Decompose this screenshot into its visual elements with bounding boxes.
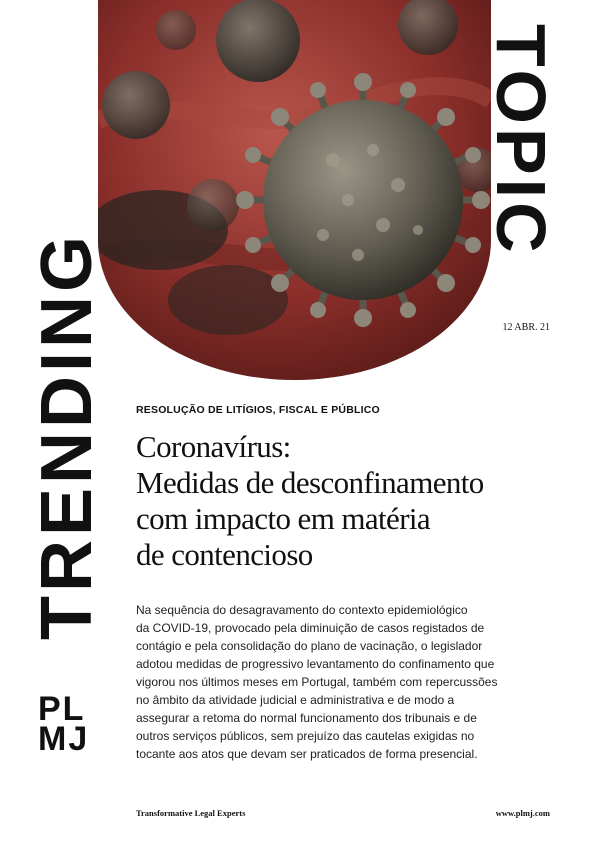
logo-line-2: MJ (38, 720, 90, 758)
body-line: da COVID-19, provocado pela diminuição de casos registados de (136, 621, 485, 635)
body-line: assegurar a retoma do normal funcionamento dos tribunais e de (136, 711, 477, 725)
article-category: RESOLUÇÃO DE LITÍGIOS, FISCAL E PÚBLICO (136, 404, 380, 416)
logo-line-1: PL (38, 690, 86, 728)
body-line: Na sequência do desagravamento do contexto epidemiológico (136, 603, 468, 617)
title-line: Coronavírus: (136, 429, 291, 464)
body-line: outros serviços públicos, sem prejuízo das cautelas exigidas no (136, 729, 475, 743)
coronavirus-illustration (98, 0, 491, 380)
article-title (136, 429, 566, 573)
footer-website-link[interactable]: www.plmj.com (495, 808, 550, 818)
body-line: no âmbito da atividade judicial e administrativa e de modo a (136, 693, 455, 707)
title-line: de contencioso (136, 537, 313, 572)
hero-image (98, 0, 491, 380)
body-line: vigorou nos últimos meses em Portugal, também com repercussões (136, 675, 498, 689)
body-line: tocante aos atos que devam ser praticados de forma presencial. (136, 747, 478, 761)
publication-date: 12 ABR. 21 (502, 322, 550, 333)
vertical-topic-heading: TOPIC (482, 24, 560, 257)
body-line: adotou medidas de progressivo levantamento do confinamento que (136, 657, 495, 671)
title-line: Medidas de desconfinamento (136, 465, 484, 500)
vertical-trending-heading: TRENDING (27, 232, 107, 640)
plmj-logo (38, 690, 90, 758)
article-body (136, 601, 556, 763)
title-line: com impacto em matéria (136, 501, 431, 536)
footer-tagline: Transformative Legal Experts (136, 808, 246, 818)
body-line: contágio e pela consolidação do plano de vacinação, o legislador (136, 639, 483, 653)
